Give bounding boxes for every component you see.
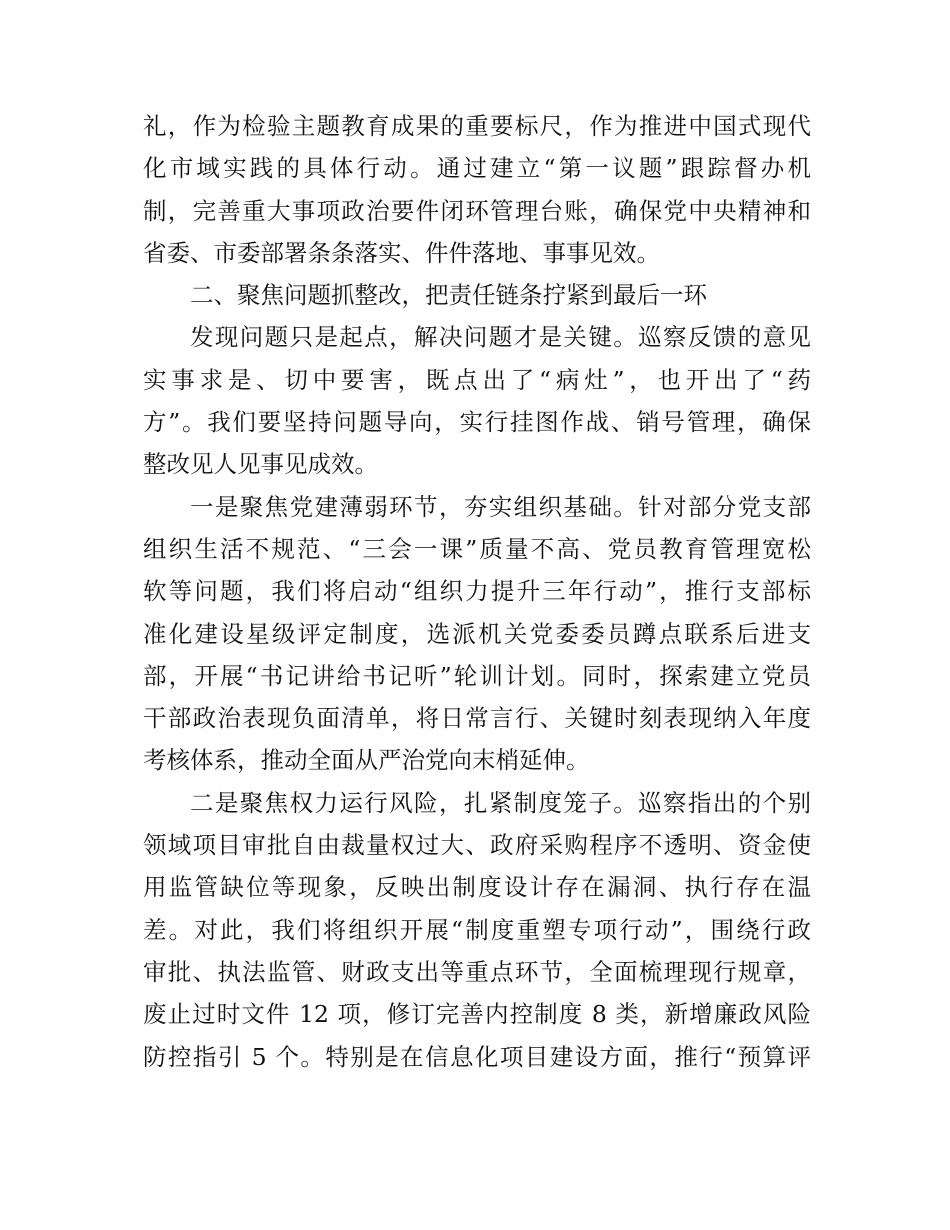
text-line: 审批、执法监管、财政支出等重点环节，全面梳理现行规章，: [143, 957, 811, 986]
text-line: 礼，作为检验主题教育成果的重要标尺，作为推进中国式现代: [143, 112, 811, 140]
text-line: 二、聚焦问题抓整改，把责任链条拧紧到最后一环: [190, 281, 707, 310]
text-line: 软等问题，我们将启动“组织力提升三年行动”，推行支部标: [143, 577, 811, 606]
text-line: 干部政治表现负面清单，将日常言行、关键时刻表现纳入年度: [143, 704, 811, 733]
text-line: 准化建设星级评定制度，选派机关党委委员蹲点联系后进支: [143, 619, 811, 648]
text-line: 领域项目审批自由裁量权过大、政府采购程序不透明、资金使: [143, 831, 811, 860]
text-line: 方”。我们要坚持问题导向，实行挂图作战、销号管理，确保: [143, 408, 811, 437]
text-line: 组织生活不规范、“三会一课”质量不高、党员教育管理宽松: [143, 534, 811, 563]
text-line: 实事求是、切中要害，既点出了“病灶”，也开出了“药: [143, 365, 811, 394]
text-line: 部，开展“书记讲给书记听”轮训计划。同时，探索建立党员: [143, 661, 811, 690]
text-line: 省委、市委部署条条落实、件件落地、事事见效。: [143, 238, 660, 267]
text-line: 化市域实践的具体行动。通过建立“第一议题”跟踪督办机: [143, 154, 811, 183]
text-line: 废止过时文件 12 项，修订完善内控制度 8 类，新增廉政风险: [143, 1000, 811, 1029]
text-line: 制，完善重大事项政治要件闭环管理台账，确保党中央精神和: [143, 196, 811, 225]
text-line: 考核体系，推动全面从严治党向末梢延伸。: [143, 746, 590, 775]
text-line: 二是聚焦权力运行风险，扎紧制度笼子。巡察指出的个别: [190, 788, 811, 817]
text-line: 防控指引 5 个。特别是在信息化项目建设方面，推行“预算评: [143, 1042, 811, 1071]
text-line: 发现问题只是起点，解决问题才是关键。巡察反馈的意见: [190, 323, 811, 352]
text-line: 整改见人见事见成效。: [143, 450, 378, 479]
document-body: [143, 105, 811, 1078]
text-line: 差。对此，我们将组织开展“制度重塑专项行动”，围绕行政: [143, 915, 811, 944]
text-line: 一是聚焦党建薄弱环节，夯实组织基础。针对部分党支部: [190, 492, 811, 521]
text-line: 用监管缺位等现象，反映出制度设计存在漏洞、执行存在温: [143, 873, 811, 902]
